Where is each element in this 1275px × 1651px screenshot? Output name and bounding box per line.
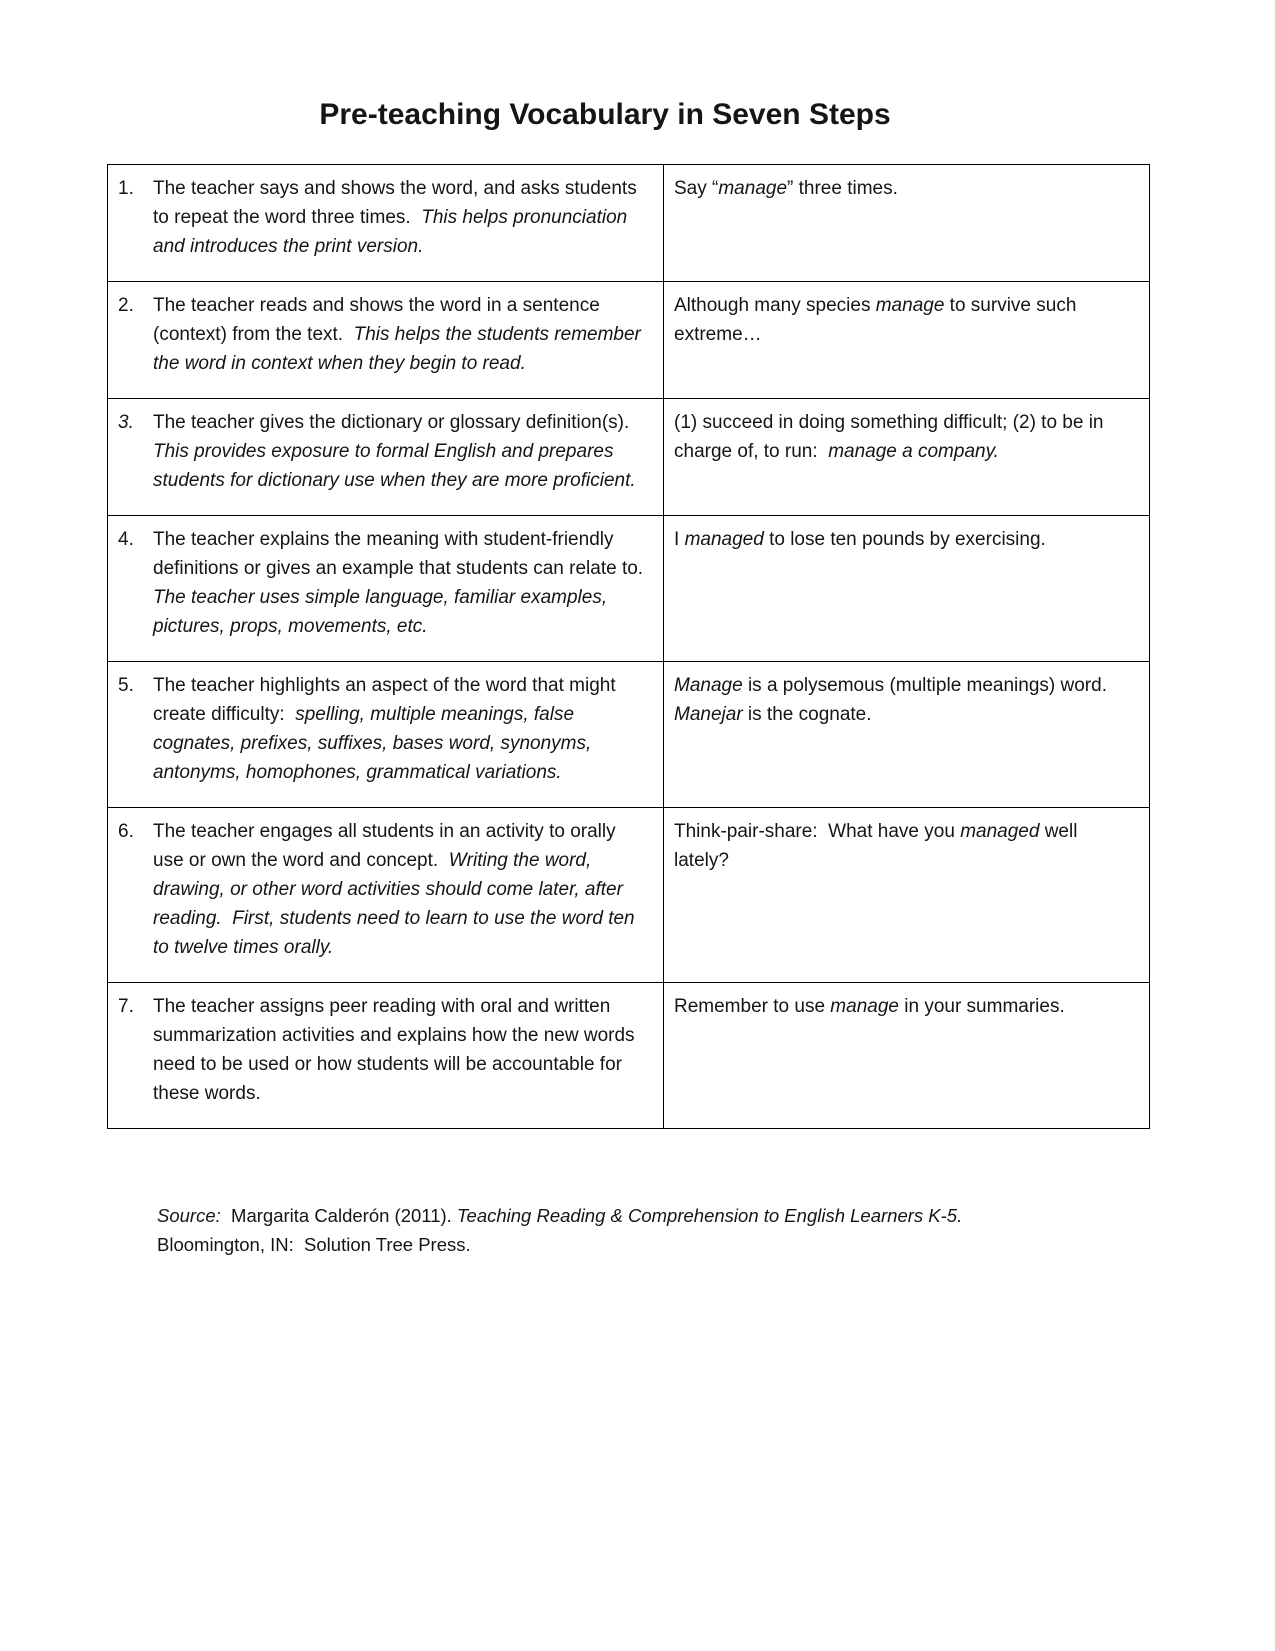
table-row (108, 516, 1150, 662)
table-row (108, 399, 1150, 516)
step-description (153, 408, 651, 495)
example-text (674, 174, 1137, 203)
step-cell (108, 399, 664, 516)
step-description (153, 817, 651, 962)
step-description (153, 174, 651, 261)
source-citation (157, 1201, 1037, 1259)
text-segment: The teacher highlights an aspect of the word that might create difficulty: (153, 675, 621, 725)
italic-text-segment: Source: (157, 1205, 221, 1226)
text-segment: to survive such extreme… (674, 295, 1082, 345)
step-number: 1. (118, 178, 134, 199)
example-text (674, 408, 1137, 466)
italic-text-segment: The teacher uses simple language, familiar examples, pictures, props, movements, etc. (153, 587, 613, 637)
vocab-table (107, 164, 1150, 1129)
example-text (674, 291, 1137, 349)
text-segment: (1) succeed in doing something difficult; (2) to be in charge of, to run: (674, 412, 1109, 462)
text-segment: The teacher engages all students in an activity to orally use or own the word and concept. (153, 821, 621, 871)
step-description (153, 992, 651, 1108)
example-cell (664, 983, 1150, 1129)
example-text (674, 671, 1137, 729)
text-segment: The teacher assigns peer reading with oral and written summarization activities and explains how the new words need to be used or how students will be accountable for these words. (153, 996, 640, 1104)
table-row (108, 808, 1150, 983)
table-row (108, 983, 1150, 1129)
example-cell (664, 282, 1150, 399)
step-description (153, 525, 654, 641)
text-segment: Bloomington, IN: Solution Tree Press. (157, 1205, 968, 1255)
italic-text-segment: manage (718, 178, 788, 199)
example-cell (664, 165, 1150, 282)
table-row (108, 662, 1150, 808)
italic-text-segment: Teaching Reading & Comprehension to English Learners K-5. (456, 1205, 963, 1226)
page-title: Pre-teaching Vocabulary in Seven Steps (319, 98, 891, 131)
step-cell-inner (118, 525, 654, 641)
italic-text-segment: This helps pronunciation and introduces the print version. (153, 207, 633, 257)
example-cell (664, 808, 1150, 983)
example-text (674, 817, 1137, 875)
step-cell (108, 662, 664, 808)
text-segment: Remember to use (674, 996, 831, 1017)
italic-text-segment: Manejar (674, 704, 743, 725)
step-cell (108, 165, 664, 282)
step-number: 4. (118, 529, 134, 550)
step-description (153, 291, 651, 378)
step-description (153, 671, 651, 787)
step-cell (108, 282, 664, 399)
text-segment: The teacher says and shows the word, and asks students to repeat the word three times. (153, 178, 642, 228)
step-cell-inner (118, 408, 651, 495)
text-segment: to lose ten pounds by exercising. (763, 529, 1046, 550)
text-segment: Say “ (674, 178, 719, 199)
text-segment: ” three times. (787, 178, 898, 199)
italic-text-segment: manage a company. (828, 441, 999, 462)
example-cell (664, 662, 1150, 808)
example-cell (664, 516, 1150, 662)
text-segment: I (674, 529, 685, 550)
text-segment: Think-pair-share: What have you (674, 821, 961, 842)
text-segment: The teacher explains the meaning with student-friendly definitions or gives an example that students can relate to. (153, 529, 654, 579)
text-segment: Margarita Calderón (2011). (220, 1205, 457, 1226)
title-wrap (107, 98, 1103, 132)
vocab-table-body (108, 165, 1150, 1129)
step-number: 2. (118, 295, 134, 316)
example-cell (664, 399, 1150, 516)
step-cell (108, 983, 664, 1129)
text-segment: The teacher reads and shows the word in a sentence (context) from the text. (153, 295, 606, 345)
step-cell (108, 516, 664, 662)
italic-text-segment: Manage (674, 675, 743, 696)
italic-text-segment: Writing the word, drawing, or other word activities should come later, after reading. First, students need to learn to use the word ten to twelve times orally. (153, 850, 640, 958)
step-cell (108, 808, 664, 983)
italic-text-segment: spelling, multiple meanings, false cognates, prefixes, suffixes, bases word, synonyms, antonyms, homophones, grammatical variations. (153, 704, 597, 783)
italic-text-segment: This provides exposure to formal English and prepares students for dictionary use when they are more proficient. (153, 441, 636, 491)
step-cell-inner (118, 992, 651, 1108)
text-segment: The teacher gives the dictionary or glossary definition(s). (153, 412, 640, 433)
italic-text-segment: managed (684, 529, 764, 550)
italic-text-segment: This helps the students remember the word in context when they begin to read. (153, 324, 647, 374)
text-segment: in your summaries. (898, 996, 1065, 1017)
italic-text-segment: manage (875, 295, 945, 316)
example-text (674, 992, 1137, 1021)
text-segment: is a polysemous (multiple meanings) word. (742, 675, 1118, 696)
step-number: 6. (118, 821, 134, 842)
text-segment: well lately? (674, 821, 1083, 871)
step-cell-inner (118, 671, 651, 787)
step-number: 7. (118, 996, 134, 1017)
step-cell-inner (118, 174, 651, 261)
table-row (108, 282, 1150, 399)
italic-text-segment: manage (830, 996, 899, 1017)
example-text (674, 525, 1137, 554)
step-number: 5. (118, 675, 134, 696)
step-number: 3. (118, 412, 134, 433)
step-cell-inner (118, 817, 651, 962)
text-segment: is the cognate. (742, 704, 872, 725)
text-segment: Although many species (674, 295, 876, 316)
step-cell-inner (118, 291, 651, 378)
table-row (108, 165, 1150, 282)
italic-text-segment: managed (960, 821, 1040, 842)
